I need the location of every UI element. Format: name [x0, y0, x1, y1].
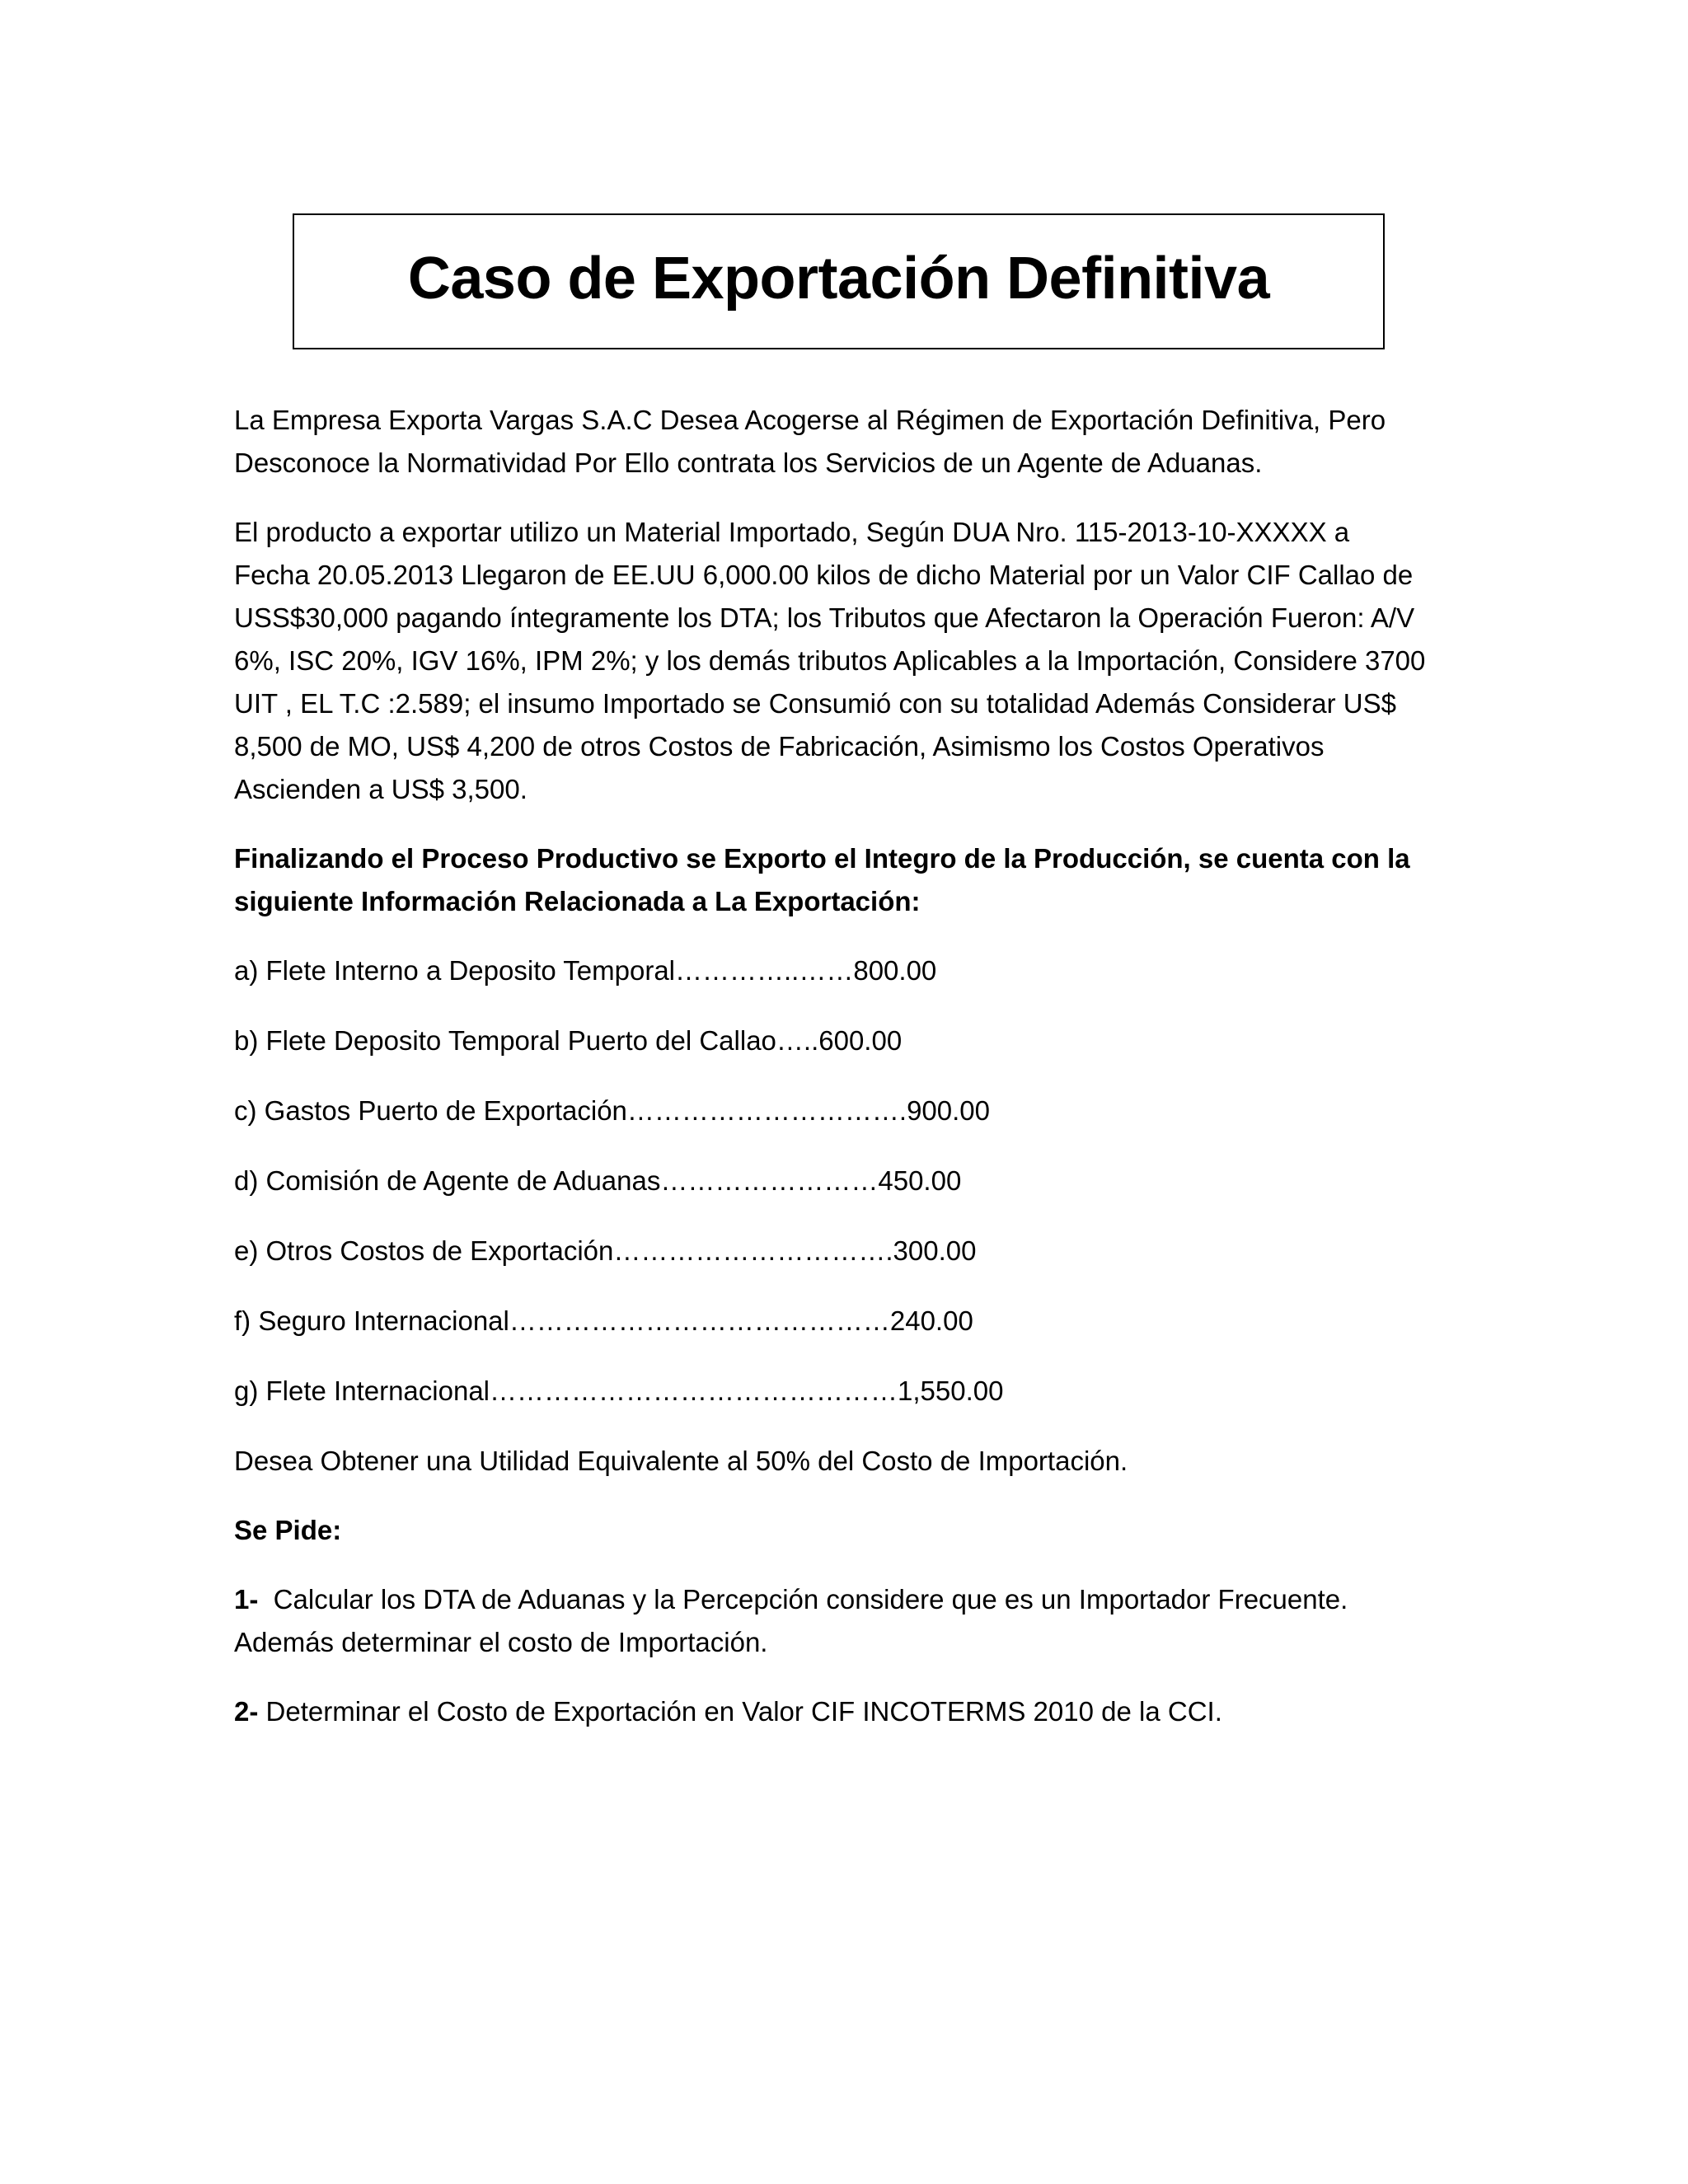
document-body — [234, 399, 1446, 1760]
task-1-line-2: Además determinar el costo de Importación. — [234, 1627, 768, 1657]
task-1 — [234, 1578, 1446, 1664]
cost-item-f: f) Seguro Internacional……………………………………240.00 — [234, 1305, 973, 1336]
product-line-5: UIT , EL T.C :2.589; el insumo Importado se Consumió con su totalidad Además Considerar US$ — [234, 688, 1396, 719]
intro-paragraph — [234, 399, 1446, 485]
cost-item-e: e) Otros Costos de Exportación………………………….300.00 — [234, 1235, 977, 1266]
cost-item-a: a) Flete Interno a Deposito Temporal…………..……800.00 — [234, 955, 937, 986]
cost-item-b: b) Flete Deposito Temporal Puerto del Callao…..600.00 — [234, 1025, 903, 1056]
se-pide-heading: Se Pide: — [234, 1515, 342, 1545]
cost-item-g: g) Flete Internacional………………………………………1,550.00 — [234, 1376, 1004, 1406]
intro-line-2: Desconoce la Normatividad Por Ello contrata los Servicios de un Agente de Aduanas. — [234, 448, 1263, 478]
finalizing-line-1: Finalizando el Proceso Productivo se Exporto el Integro de la Producción, se cuenta con la — [234, 843, 1410, 874]
cost-item-d: d) Comisión de Agente de Aduanas……………………450.00 — [234, 1165, 962, 1196]
task-1-line-1: Calcular los DTA de Aduanas y la Percepción considere que es un Importador Frecuente. — [258, 1584, 1348, 1615]
task-2 — [234, 1690, 1446, 1733]
utility-paragraph: Desea Obtener una Utilidad Equivalente al 50% del Costo de Importación. — [234, 1446, 1128, 1476]
product-line-2: Fecha 20.05.2013 Llegaron de EE.UU 6,000.00 kilos de dicho Material por un Valor CIF Callao de — [234, 560, 1414, 590]
product-line-1: El producto a exportar utilizo un Material Importado, Según DUA Nro. 115-2013-10-XXXXX a — [234, 517, 1350, 547]
product-paragraph — [234, 511, 1446, 811]
product-line-7: Ascienden a US$ 3,500. — [234, 774, 528, 804]
product-line-6: 8,500 de MO, US$ 4,200 de otros Costos de Fabricación, Asimismo los Costos Operativos — [234, 731, 1325, 762]
finalizing-paragraph — [234, 837, 1446, 923]
cost-item-c: c) Gastos Puerto de Exportación………………………….900.00 — [234, 1095, 991, 1126]
task-1-number: 1- — [234, 1584, 259, 1615]
task-2-number: 2- — [234, 1696, 259, 1727]
task-2-text: Determinar el Costo de Exportación en Valor CIF INCOTERMS 2010 de la CCI. — [258, 1696, 1222, 1727]
product-line-4: 6%, ISC 20%, IGV 16%, IPM 2%; y los demás tributos Aplicables a la Importación, Considere 3700 — [234, 645, 1426, 676]
title-box — [293, 213, 1385, 349]
product-line-3: USS$30,000 pagando íntegramente los DTA; los Tributos que Afectaron la Operación Fueron: A/V — [234, 602, 1415, 633]
finalizing-line-2: siguiente Información Relacionada a La Exportación: — [234, 886, 921, 916]
document-title: Caso de Exportación Definitiva — [407, 245, 1270, 312]
intro-line-1: La Empresa Exporta Vargas S.A.C Desea Acogerse al Régimen de Exportación Definitiva, Pero — [234, 405, 1386, 435]
